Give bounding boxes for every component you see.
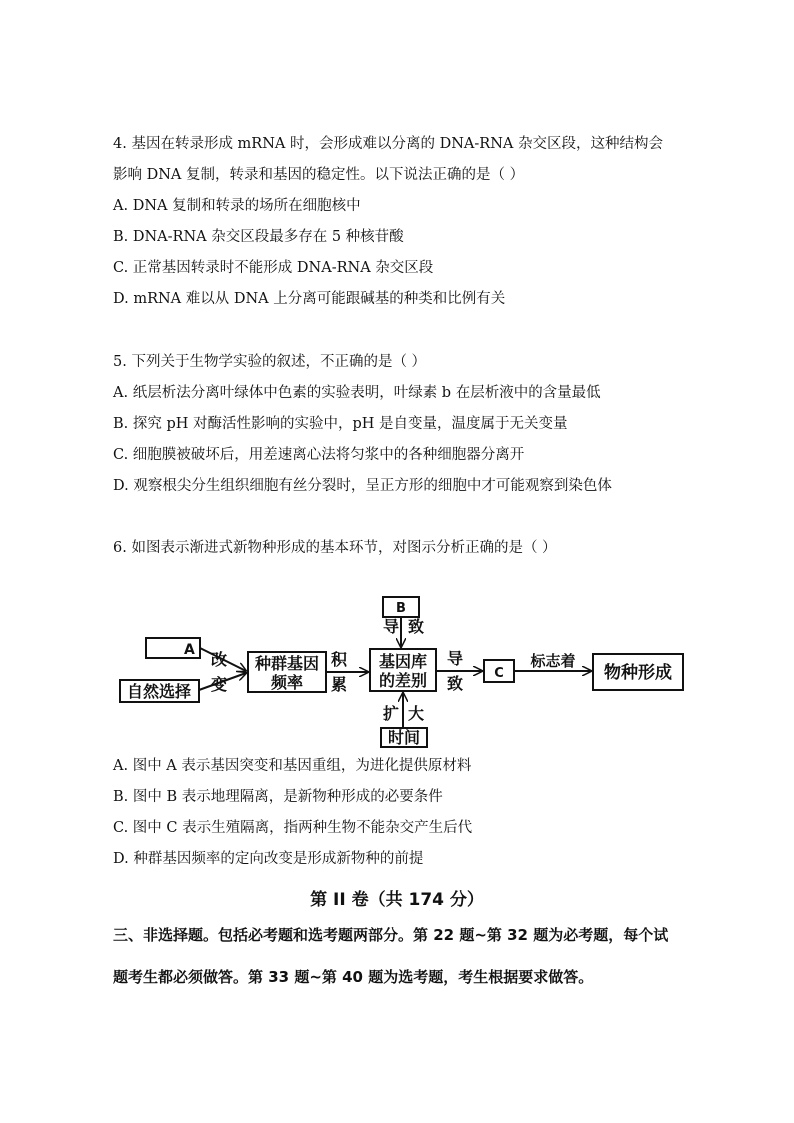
q5-option-b: B. 探究 pH 对酶活性影响的实验中，pH 是自变量，温度属于无关变量 <box>113 416 568 432</box>
label-accumulate-1: 积 <box>331 650 348 669</box>
q4-stem-line1: 4. 基因在转录形成 mRNA 时，会形成难以分离的 DNA-RNA 杂交区段，这种结构会 <box>113 136 663 152</box>
q4-stem-line2: 影响 DNA 复制，转录和基因的稳定性。以下说法正确的是（ ） <box>113 167 525 183</box>
q6-option-c: C. 图中 C 表示生殖隔离，指两种生物不能杂交产生后代 <box>113 820 473 836</box>
label-lead-mid-2: 致 <box>447 674 464 693</box>
section-title: 第 II 卷（共 174 分） <box>310 890 484 910</box>
q4-option-c: C. 正常基因转录时不能形成 DNA-RNA 杂交区段 <box>113 260 434 276</box>
speciation-diagram <box>113 592 693 748</box>
label-freq-1: 种群基因 <box>254 654 320 673</box>
label-species-formation: 物种形成 <box>604 663 672 683</box>
label-lead-mid-1: 导 <box>447 649 464 668</box>
label-natural-selection: 自然选择 <box>126 682 192 701</box>
label-accumulate-2: 累 <box>331 675 348 694</box>
label-expand-1: 扩 <box>383 704 400 723</box>
q4-option-d: D. mRNA 难以从 DNA 上分离可能跟碱基的种类和比例有关 <box>113 291 506 307</box>
label-c: C <box>494 666 504 681</box>
q4-option-a: A. DNA 复制和转录的场所在细胞核中 <box>113 198 361 214</box>
label-change-2: 变 <box>211 675 228 694</box>
q6-option-d: D. 种群基因频率的定向改变是形成新物种的前提 <box>113 851 424 867</box>
q5-option-c: C. 细胞膜被破坏后，用差速离心法将匀浆中的各种细胞器分离开 <box>113 447 525 463</box>
q6-option-b: B. 图中 B 表示地理隔离，是新物种形成的必要条件 <box>113 789 443 805</box>
label-change-1: 改 <box>211 650 228 669</box>
q6-option-a: A. 图中 A 表示基因突变和基因重组，为进化提供原材料 <box>113 758 472 774</box>
q4-option-b: B. DNA-RNA 杂交区段最多存在 5 种核苷酸 <box>113 229 404 245</box>
label-marks: 标志着 <box>530 652 576 670</box>
label-expand-2: 大 <box>408 704 425 723</box>
section-instructions-line2: 题考生都必须做答。第 33 题~第 40 题为选考题，考生根据要求做答。 <box>113 968 594 986</box>
label-lead-top-2: 致 <box>408 617 425 636</box>
label-time: 时间 <box>387 728 421 747</box>
q5-option-d: D. 观察根尖分生组织细胞有丝分裂时，呈正方形的细胞中才可能观察到染色体 <box>113 478 612 494</box>
label-freq-2: 频率 <box>270 673 304 692</box>
q5-option-a: A. 纸层析法分离叶绿体中色素的实验表明，叶绿素 b 在层析液中的含量最低 <box>113 385 601 401</box>
q5-stem: 5. 下列关于生物学实验的叙述，不正确的是（ ） <box>113 354 427 370</box>
label-lead-top-1: 导 <box>383 617 400 636</box>
q6-stem: 6. 如图表示渐进式新物种形成的基本环节，对图示分析正确的是（ ） <box>113 540 557 556</box>
label-a: A <box>184 642 195 658</box>
label-b: B <box>396 601 406 616</box>
section-instructions-line1: 三、非选择题。包括必考题和选考题两部分。第 22 题~第 32 题为必考题，每个试 <box>113 926 669 944</box>
label-diff-1: 基因库 <box>378 652 428 671</box>
label-diff-2: 的差别 <box>378 671 428 690</box>
